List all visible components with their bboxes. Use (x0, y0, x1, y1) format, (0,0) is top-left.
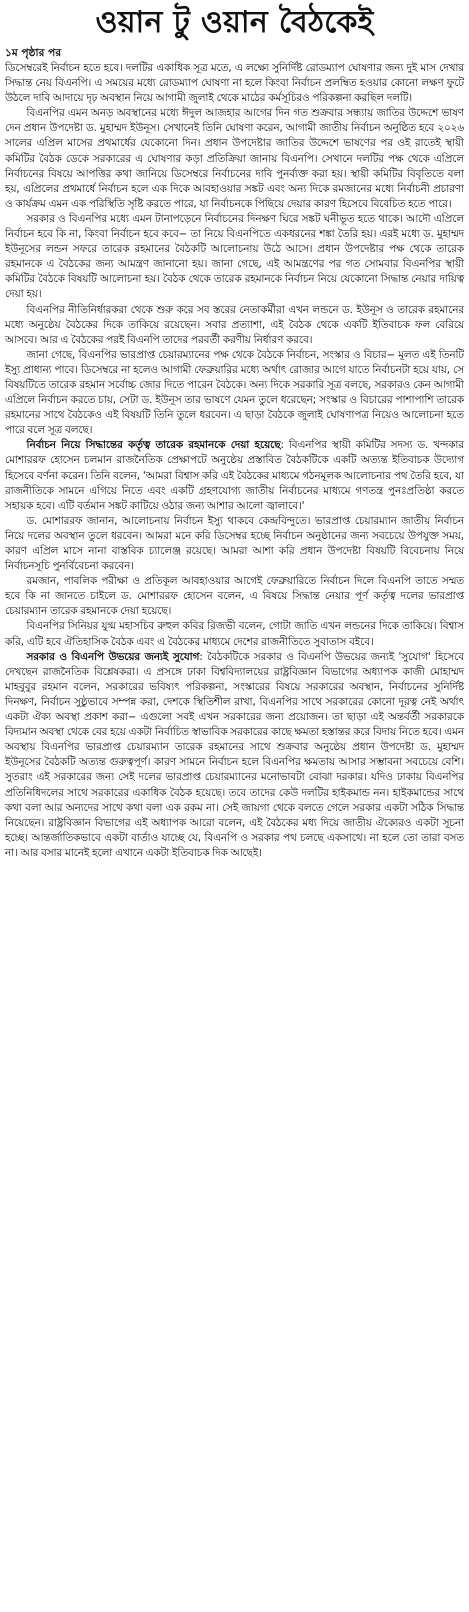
paragraph-6 (5, 438, 464, 513)
paragraph-5: জানা গেছে, বিএনপির ভারপ্রাপ্ত চেয়ারম্যানের পক্ষ থেকে বৈঠকে নির্বাচন, সংস্কার ও বিচার− মূলত এই তিনটি ইস্যু প্রাধান্য পাবে। ডিসেম্বরে না হলেও আগামী ফেব্রুয়ারির মধ্যে অর্থাৎ রোজার আগে যাতে নির্বাচনটা হয়ে যায়, সে বিষয়টিতে তারেক রহমান সর্বোচ্চ জোর দিতে পারেন বৈঠকে। অন্য দিকে সরকারি সূত্র বলছে, সরকারও কেন আগামী এপ্রিলে নির্বাচন করতে চায়, সেটা ড. ইউনূস তার ভাষণে যেমন তুলে ধরেছেন; সংস্কার ও বিচারের পাশাপাশি তারেক রহমানের সাথে বৈঠকেও এই বিষয়টি তিনি তুলে ধরবেন। এ ছাড়া বৈঠকে জুলাই ঘোষণাপত্র নিয়েও আলোচনা হতে পারে বলে সূত্র বলছে। (5, 348, 464, 437)
paragraph-3: সরকার ও বিএনপির মধ্যে এমন টানাপড়েনে নির্বাচনের দিনক্ষণ ঘিরে সঙ্কট ঘনীভূত হতে থাকে। আদৌ এপ্রিলে নির্বাচন হবে কি না, কিংবা নির্বাচন হবে কবে− তা নিয়ে বিএনপিতে একধরনের শঙ্কা তৈরি হয়। এরই মধ্যে ড. মুহাম্মদ ইউনূসের লন্ডন সফরে তারেক রহমানের বৈঠকটি আলোচনায় উঠে আসে। প্রধান উপদেষ্টার পক্ষ থেকে তারেক রহমানকে এ বৈঠকের জন্য আমন্ত্রণ জানানো হয়। জানা গেছে, এই আমন্ত্রণের পর গত সোমবার বিএনপির স্থায়ী কমিটির বৈঠকে বিষয়টি আলোচনা হয়। বৈঠক থেকে তারেক রহমানকে নির্বাচন নিয়ে যেকোনো সিদ্ধান্ত নেয়ার দায়িত্ব দেয়া হয়। (5, 212, 464, 301)
continuation-note: ১ম পৃষ্ঠার পর (5, 47, 62, 59)
paragraph-8: রমজান, পাবলিক পরীক্ষা ও প্রতিকূল আবহাওয়ার আগেই ফেব্রুয়ারিতে নির্বাচন দিলে বিএনপি তাতে সম্মত হবে কি না জানতে চাইলে ড. মোশাররফ হোসেন বলেন, এ বিষয়ে সিদ্ধান্ত নেয়ার পূর্ণ কর্তৃত্ব দলের ভারপ্রাপ্ত চেয়ারম্যান তারেক রহমানকে দেয়া হয়েছে। (5, 575, 464, 618)
paragraph-1: ডিসেম্বরেই নির্বাচন হতে হবে। দলটির একাধিক সূত্র মতে, এ লক্ষ্যে সুনির্দিষ্ট রোডম্যাপ ঘোষণার জন্য দুই মাস দেখার সিদ্ধান্ত নেয় বিএনপি। এ সময়ের মধ্যে রোডম্যাপ ঘোষণা না হলে কিংবা নির্বাচন প্রলম্বিত হওয়ার কোনো লক্ষণ ফুটে উঠলে দাবি আদায়ে দৃঢ় অবস্থান নিয়ে আগামী জুলাই থেকে মাঠের কর্মসূচিরও পরিকল্পনা করছিল দলটি। (5, 62, 464, 105)
paragraph-7: ড. মোশাররফ জানান, আলোচনায় নির্বাচন ইস্যু থাকবে কেন্দ্রবিন্দুতে। ভারপ্রাপ্ত চেয়ারম্যান জাতীয় নির্বাচন নিয়ে দলের অবস্থান তুলে ধরবেন। আমরা মনে করি ডিসেম্বর হচ্ছে নির্বাচন অনুষ্ঠানের জন্য সবচেয়ে উপযুক্ত সময়, কারণ এপ্রিল মাসে নানা বাস্তবিক চ্যালেঞ্জ রয়েছে। আমরা আশা করি প্রধান উপদেষ্টা বিষয়টি বিবেচনায় নিয়ে নির্বাচনসূচি পুনর্বিবেচনা করবেন। (5, 514, 464, 573)
paragraph-10 (5, 650, 464, 861)
paragraph-4: বিএনপির নীতিনির্ধারকরা থেকে শুরু করে সব স্তরের নেতাকর্মীরা এখন লন্ডনে ড. ইউনূস ও তারেক রহমানের মধ্যে অনুষ্ঠেয় বৈঠকের দিকে তাকিয়ে রয়েছেন। সবার প্রত্যাশা, এই বৈঠক থেকে একটি ইতিবাচক ফল বেরিয়ে আসবে। আর এ বৈঠকের পরই বিএনপি তাদের পরবর্তী করণীয় নির্ধারণ করবে। (5, 303, 464, 346)
subheading-opportunity: সরকার ও বিএনপি উভয়ের জন্যই সুযোগ (26, 650, 200, 663)
paragraph-9: বিএনপির সিনিয়র যুগ্ম মহাসচিব রুহুল কবির রিজভী বলেন, গোটা জাতি এখন লন্ডনের দিকে তাকিয়ে। বিশ্বাস করি, এটি হবে ঐতিহাসিক বৈঠক এবং এ বৈঠকের মাধ্যমে দেশের রাজনীতিতে সুবাতাস বইবে। (5, 620, 464, 648)
paragraph-10-body: : বৈঠকটিকে সরকার ও বিএনপি উভয়ের জন্যই 'সুযোগ' হিসেবে দেখছেন রাজনৈতিক বিশ্লেষকরা। এ প্রসঙ্গে ঢাকা বিশ্ববিদ্যালয়ের রাষ্ট্রবিজ্ঞান বিভাগের অধ্যাপক কাজী মোহাম্মদ মাহবুবুর রহমান বলেন, সরকারের ভবিষ্যৎ পরিকল্পনা, সংস্কারের বিষয়ে সরকারের অবস্থান, নির্বাচনের সুনির্দিষ্ট দিনক্ষণ, নির্বাচন সুষ্ঠুভাবে সম্পন্ন করা, দেশকে স্থিতিশীল রাখা, বিএনপির সাথে সরকারের কোনো দূরত্ব নেই অর্থাৎ একটা ঐক্য অবস্থা প্রকাশ করা− এগুলো সবই এখন সরকারের জন্য প্রয়োজন। তা ছাড়া এই অন্তর্বর্তী সরকারকে বিদ্যমান অবস্থা থেকে বের হয়ে একটা নির্বাচিত স্বাভাবিক সরকারের কাছে ক্ষমতা হস্তান্তর করে বিদায় নিতে হবে। এমন অবস্থায় বিএনপির ভারপ্রাপ্ত চেয়ারম্যান তারেক রহমানের সাথে শুক্রবার অনুষ্ঠেয় প্রধান উপদেষ্টা ড. মুহাম্মদ ইউনূসের বৈঠকটি অত্যন্ত গুরুত্বপূর্ণ। কারণ সামনে নির্বাচন হলে বিএনপির ক্ষমতায় আসার সম্ভাবনা সবচেয়ে বেশি। সুতরাং এই সরকারের জন্য সেই দলের ভারপ্রাপ্ত চেয়ারম্যানের মনোভাবটা বোঝা দরকার। যদিও ঢাকায় বিএনপির প্রতিনিধিদলের সাথে সরকারের একাধিক বৈঠক হয়েছে। তবে তাদের কেউ দলটির হাইকমান্ড নন। হাইকমান্ডের সাথে কথা বলা আর অন্যদের সাথে কথা বলা এক রকম না। সেই জায়গা থেকে বলতে গেলে সরকার একটা সঠিক সিদ্ধান্ত নিয়েছেন। রাষ্ট্রবিজ্ঞান বিভাগের এই অধ্যাপক আরো বলেন, এই বৈঠকের মধ্য দিয়ে জাতীয় ঐক্যেরও একটা সূচনা হচ্ছে। আন্তর্জাতিকভাবে একটা বার্তাও যাচ্ছে যে, বিএনপি ও সরকার পথ চলছে একসাথে। না হলে তো তারা বসত না। আর বসার মানেই হলো এখানে একটা ইতিবাচক দিক আছেই। (5, 650, 464, 859)
subheading-decision-authority: নির্বাচন নিয়ে সিদ্ধান্তের কর্তৃত্ব তারেক রহমানকে দেয়া হয়েছে (26, 439, 281, 452)
paragraph-6-body: : বিএনপির স্থায়ী কমিটির সদস্য ড. খন্দকার মোশাররফ হোসেন চলমান রাজনৈতিক প্রেক্ষাপটে অনুষ্ঠেয় প্রস্তাবিত বৈঠকটিকে একটি অত্যন্ত ইতিবাচক উদ্যোগ হিসেবে বর্ণনা করেন। তিনি বলেন, 'আমরা বিশ্বাস করি এই বৈঠকের মাধ্যমে গঠনমূলক আলোচনার পথ তৈরি হবে, যা রাজনীতিকে সামনে এগিয়ে নিতে এবং একটি গ্রহণযোগ্য জাতীয় নির্বাচনের মাধ্যমে গণতন্ত্র পুনঃপ্রতিষ্ঠা করতে সহায়ক হবে। এটি বর্তমান সঙ্কট কাটিয়ে ওঠার জন্য আশার আলো জ্বালাবে।' (5, 439, 464, 512)
article-headline: ওয়ান টু ওয়ান বৈঠকেই (95, 5, 374, 40)
paragraph-2: বিএনপির এমন অনড় অবস্থানের মধ্যে ঈদুল আজহার আগের দিন গত শুক্রবার সন্ধ্যায় জাতির উদ্দেশে ভাষণ দেন প্রধান উপদেষ্টা ড. মুহাম্মদ ইউনূস। সেখানেই তিনি ঘোষণা করেন, আগামী জাতীয় নির্বাচন অনুষ্ঠিত হবে ২০২৬ সালের এপ্রিল মাসের প্রথমার্ধের যেকোনো দিন। প্রধান উপদেষ্টার জাতির উদ্দেশে ভাষণের পর ওই রাতেই স্থায়ী কমিটির বৈঠক ডেকে সরকারের এ ঘোষণার কড়া প্রতিক্রিয়া জানায় বিএনপি। সেখানে দলটির পক্ষ থেকে এপ্রিলে নির্বাচনের বিষয়ে আপত্তির কথা জানিয়ে ডিসেম্বরে নির্বাচনের দাবি পুনর্ব্যক্ত করা হয়। স্থায়ী কমিটির বিবৃতিতে বলা হয়, এপ্রিলের প্রথমার্ধে নির্বাচন হলে এক দিকে আবহাওয়ার সঙ্কট এবং অন্য দিকে রমজানের মধ্যে নির্বাচনী প্রচারণা ও কার্যক্রম এমন এক পরিস্থিতি সৃষ্টি করতে পারে, যা নির্বাচনকে পিছিয়ে দেয়ার কারণ হিসেবে বিবেচিত হতে পারে। (5, 107, 464, 210)
